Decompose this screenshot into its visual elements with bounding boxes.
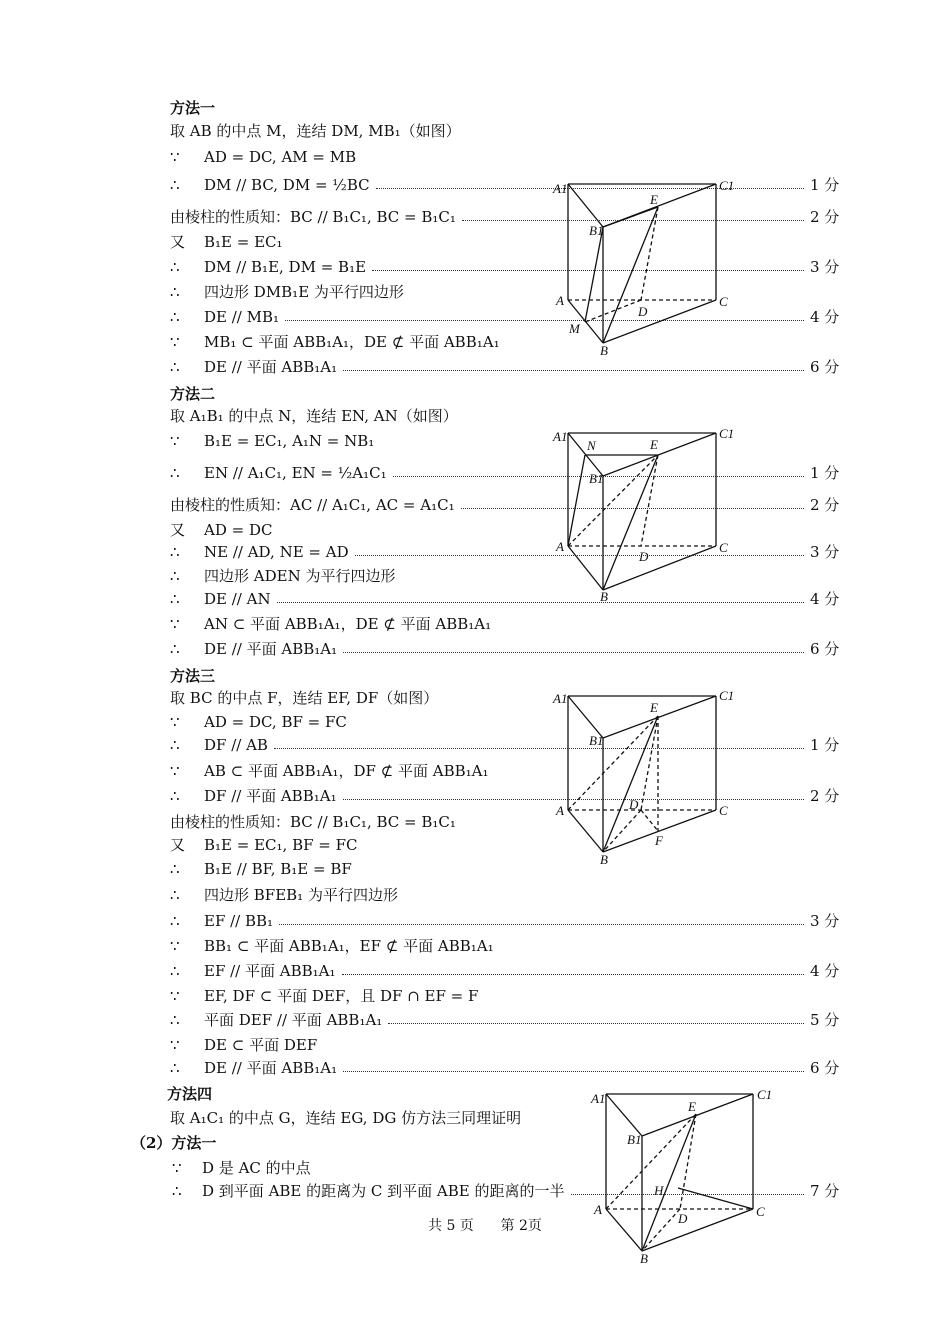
score-mark: 2 分 [810, 787, 840, 805]
proof-line: DE // MB₁ [204, 308, 280, 326]
proof-line: DF // AB [204, 736, 268, 754]
label-b1: B1 [589, 733, 604, 748]
proof-symbol: ∴ [170, 543, 180, 561]
score-mark: 6 分 [810, 640, 840, 658]
proof-line: AD = DC [204, 521, 273, 539]
proof-line: EF // BB₁ [204, 912, 274, 930]
dot-leader [342, 974, 804, 975]
proof-line: B₁E // BF, B₁E = BF [204, 860, 352, 878]
proof-symbol: ∴ [170, 860, 180, 878]
label-a: A [556, 539, 564, 554]
section-title: （2）方法一 [131, 1134, 217, 1152]
proof-symbol: ∴ [170, 358, 180, 376]
proof-symbol: ∴ [170, 590, 180, 608]
proof-line: B₁E = EC₁, BF = FC [204, 836, 358, 854]
proof-symbol: ∵ [170, 937, 180, 955]
label-b: B [600, 852, 608, 866]
proof-symbol: ∴ [170, 308, 180, 326]
prism-figure-3 [548, 684, 738, 866]
score-mark: 1 分 [810, 176, 840, 194]
proof-line: AD = DC, BF = FC [204, 713, 347, 731]
proof-line: DM // BC, DM = ½BC [204, 176, 370, 194]
section-title: 方法三 [170, 667, 216, 685]
label-c: C [719, 540, 728, 555]
dot-leader [343, 652, 804, 653]
proof-line: DE ⊂ 平面 DEF [204, 1036, 318, 1054]
proof-line: 由棱柱的性质知：AC // A₁C₁, AC = A₁C₁ [170, 496, 455, 514]
label-a: A [594, 1202, 602, 1217]
dot-leader [343, 370, 804, 371]
label-b1: B1 [589, 223, 604, 238]
proof-line: DF // 平面 ABB₁A₁ [204, 787, 337, 805]
score-mark: 4 分 [810, 962, 840, 980]
proof-symbol: ∴ [170, 176, 180, 194]
score-mark: 6 分 [810, 358, 840, 376]
label-b1: B1 [627, 1132, 642, 1147]
proof-symbol: ∵ [170, 333, 180, 351]
score-mark: 4 分 [810, 590, 840, 608]
dot-leader [279, 924, 804, 925]
proof-symbol: ∵ [170, 713, 180, 731]
proof-symbol: ∴ [172, 1182, 182, 1200]
score-mark: 3 分 [810, 543, 840, 561]
dot-leader [388, 1023, 804, 1024]
label-c1: C1 [757, 1087, 773, 1102]
proof-symbol: ∵ [170, 148, 180, 166]
proof-line: AB ⊂ 平面 ABB₁A₁，DF ⊄ 平面 ABB₁A₁ [204, 762, 489, 780]
label-m: M [569, 321, 580, 336]
label-a1: A1 [553, 181, 568, 196]
proof-symbol: ∴ [170, 787, 180, 805]
proof-line: NE // AD, NE = AD [204, 543, 349, 561]
label-c: C [719, 294, 728, 309]
label-c1: C1 [719, 688, 735, 703]
proof-line: AD = DC, AM = MB [204, 148, 357, 166]
proof-symbol: ∴ [170, 640, 180, 658]
proof-line: 取 A₁B₁ 的中点 N，连结 EN, AN（如图） [170, 407, 458, 425]
proof-line: 四边形 DMB₁E 为平行四边形 [204, 283, 404, 301]
proof-line: EF, DF ⊂ 平面 DEF，且 DF ∩ EF = F [204, 987, 479, 1005]
proof-line: AN ⊂ 平面 ABB₁A₁，DE ⊄ 平面 ABB₁A₁ [204, 615, 492, 633]
proof-line: B₁E = EC₁, A₁N = NB₁ [204, 432, 375, 450]
proof-line: EN // A₁C₁, EN = ½A₁C₁ [204, 464, 387, 482]
proof-symbol: ∴ [170, 962, 180, 980]
label-d: D [639, 549, 649, 564]
dot-leader [343, 1071, 804, 1072]
label-d: D [629, 797, 639, 812]
prism-figure-4 [588, 1086, 778, 1270]
label-d: D [678, 1211, 688, 1226]
proof-symbol: ∴ [170, 736, 180, 754]
label-c1: C1 [719, 426, 735, 441]
score-mark: 3 分 [810, 258, 840, 276]
score-mark: 5 分 [810, 1011, 840, 1029]
proof-line: DE // 平面 ABB₁A₁ [204, 640, 338, 658]
label-d: D [638, 304, 648, 319]
section-title: 方法一 [170, 99, 216, 117]
proof-line: 取 A₁C₁ 的中点 G，连结 EG, DG 仿方法三同理证明 [170, 1109, 522, 1127]
label-n: N [587, 438, 596, 453]
label-e: E [650, 192, 658, 207]
label-a1: A1 [591, 1091, 606, 1106]
proof-symbol: ∵ [170, 432, 180, 450]
proof-symbol: ∵ [170, 987, 180, 1005]
proof-line: 取 BC 的中点 F，连结 EF, DF（如图） [170, 689, 439, 707]
proof-symbol: ∴ [170, 912, 180, 930]
proof-symbol: ∴ [170, 258, 180, 276]
label-b: B [600, 343, 608, 358]
total-pages: 共 5 页 [428, 1218, 474, 1234]
proof-symbol: ∴ [170, 464, 180, 482]
proof-symbol: ∴ [170, 283, 180, 301]
proof-line: 平面 DEF // 平面 ABB₁A₁ [204, 1011, 383, 1029]
score-mark: 1 分 [810, 464, 840, 482]
proof-symbol: 又 [170, 836, 186, 854]
proof-line: DE // 平面 ABB₁A₁ [204, 358, 338, 376]
current-page: 第 2页 [500, 1218, 542, 1234]
prism-figure-2 [548, 424, 738, 606]
label-a1: A1 [553, 429, 568, 444]
score-mark: 6 分 [810, 1059, 840, 1077]
proof-symbol: ∵ [170, 762, 180, 780]
score-mark: 2 分 [810, 208, 840, 226]
label-f: F [655, 833, 663, 848]
proof-symbol: ∴ [170, 1059, 180, 1077]
proof-line: D 到平面 ABE 的距离为 C 到平面 ABE 的距离的一半 [202, 1182, 565, 1200]
proof-line: 取 AB 的中点 M，连结 DM, MB₁（如图） [170, 122, 461, 140]
proof-line: D 是 AC 的中点 [202, 1159, 311, 1177]
label-e: E [650, 437, 658, 452]
label-c: C [719, 803, 728, 818]
proof-line: 四边形 ADEN 为平行四边形 [204, 567, 396, 585]
proof-symbol: ∵ [170, 1036, 180, 1054]
label-e: E [650, 700, 658, 715]
score-mark: 2 分 [810, 496, 840, 514]
proof-symbol: ∴ [170, 1011, 180, 1029]
score-mark: 4 分 [810, 308, 840, 326]
proof-line: B₁E = EC₁ [204, 233, 283, 251]
label-a1: A1 [553, 691, 568, 706]
score-mark: 7 分 [810, 1182, 840, 1200]
proof-symbol: ∴ [170, 567, 180, 585]
label-e: E [688, 1099, 696, 1114]
proof-symbol: ∴ [170, 886, 180, 904]
proof-line: DM // B₁E, DM = B₁E [204, 258, 367, 276]
label-b: B [600, 589, 608, 604]
page-footer [428, 1217, 542, 1235]
proof-line: DE // 平面 ABB₁A₁ [204, 1059, 338, 1077]
proof-symbol: 又 [170, 521, 186, 539]
section-title: 方法四 [167, 1085, 213, 1103]
label-a: A [556, 293, 564, 308]
proof-line: 由棱柱的性质知：BC // B₁C₁, BC = B₁C₁ [170, 208, 456, 226]
label-c1: C1 [719, 178, 735, 193]
label-a: A [556, 803, 564, 818]
proof-line: 由棱柱的性质知：BC // B₁C₁, BC = B₁C₁ [170, 813, 456, 831]
proof-symbol: ∵ [172, 1159, 182, 1177]
proof-line: 四边形 BFEB₁ 为平行四边形 [204, 886, 398, 904]
label-c: C [756, 1204, 765, 1219]
prism-figure-1 [548, 176, 738, 358]
proof-line: DE // AN [204, 590, 271, 608]
proof-line: MB₁ ⊂ 平面 ABB₁A₁，DE ⊄ 平面 ABB₁A₁ [204, 333, 500, 351]
proof-symbol: 又 [170, 233, 186, 251]
label-b1: B1 [589, 471, 604, 486]
score-mark: 1 分 [810, 736, 840, 754]
proof-symbol: ∵ [170, 615, 180, 633]
section-title: 方法二 [170, 385, 216, 403]
score-mark: 3 分 [810, 912, 840, 930]
label-h: H [654, 1183, 664, 1198]
label-b: B [640, 1251, 648, 1266]
proof-line: BB₁ ⊂ 平面 ABB₁A₁，EF ⊄ 平面 ABB₁A₁ [204, 937, 494, 955]
proof-line: EF // 平面 ABB₁A₁ [204, 962, 336, 980]
